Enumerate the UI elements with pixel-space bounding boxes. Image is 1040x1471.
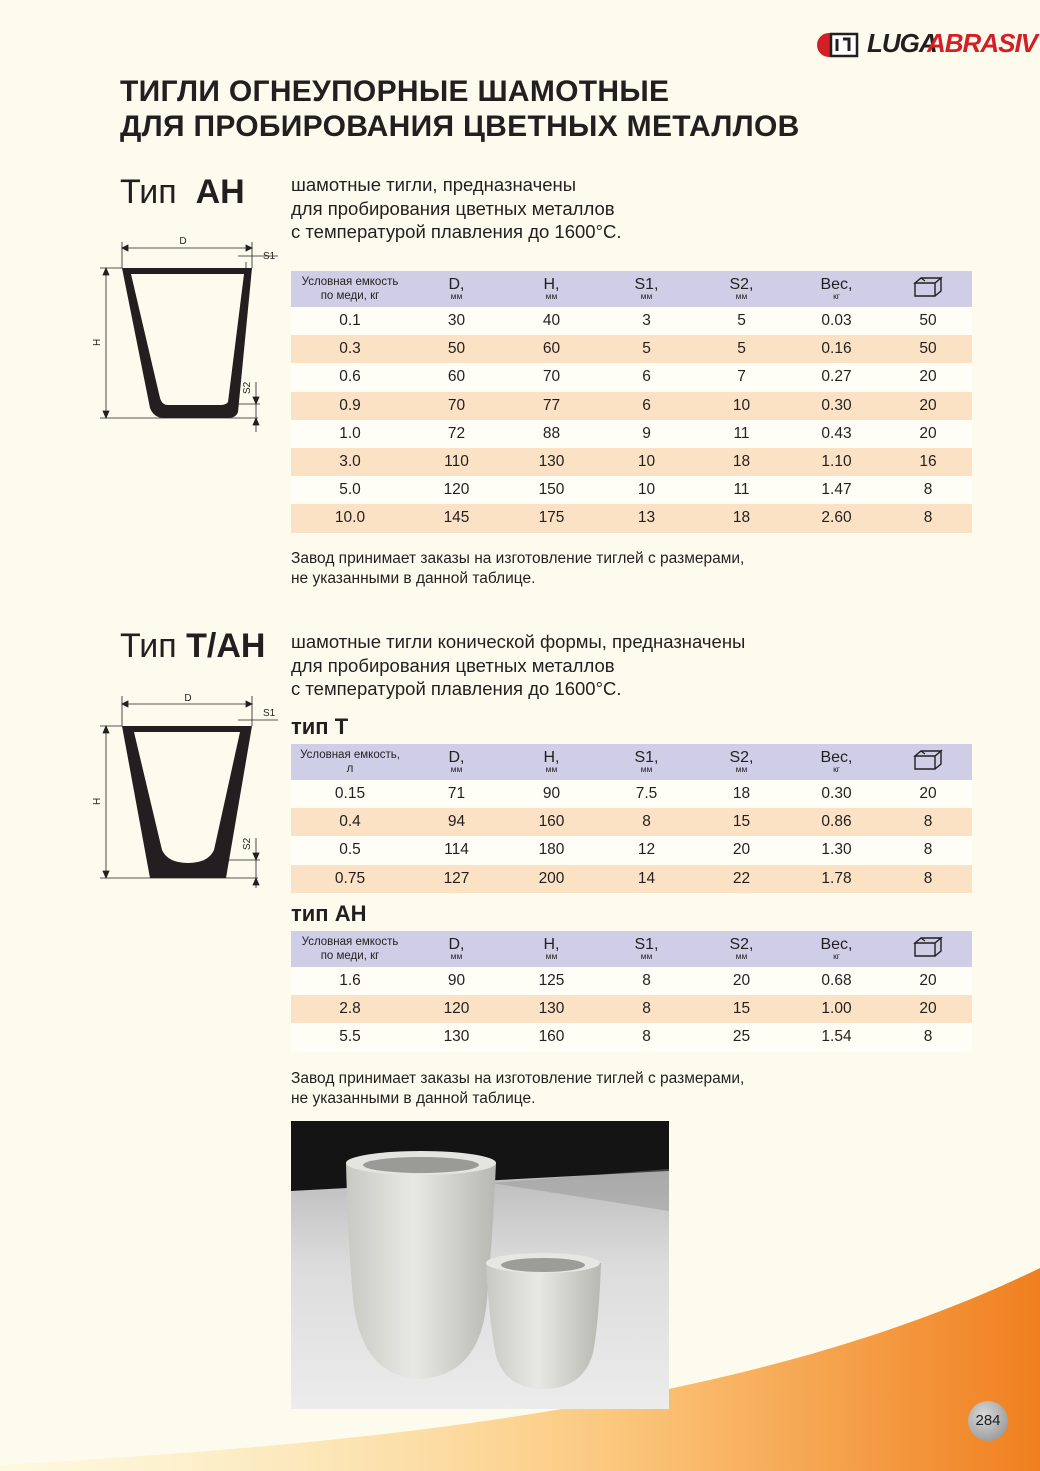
table-cell: 70 bbox=[504, 363, 599, 391]
note-line: не указанными в данной таблице. bbox=[291, 569, 536, 587]
note-line: не указанными в данной таблице. bbox=[291, 1089, 536, 1107]
table-cell: 0.03 bbox=[789, 307, 884, 335]
table-cell: 72 bbox=[409, 420, 504, 448]
table-cell: 15 bbox=[694, 808, 789, 836]
table-cell: 71 bbox=[409, 780, 504, 808]
table-cell: 70 bbox=[409, 392, 504, 420]
table-cell: 20 bbox=[884, 363, 972, 391]
table-cell: 11 bbox=[694, 420, 789, 448]
table-cell: 0.30 bbox=[789, 780, 884, 808]
table-cell: 15 bbox=[694, 995, 789, 1023]
table-cell: 20 bbox=[884, 995, 972, 1023]
spec-table-an bbox=[291, 271, 972, 533]
table-cell: 0.68 bbox=[789, 967, 884, 995]
table-cell: 14 bbox=[599, 865, 694, 893]
table-cell: 0.30 bbox=[789, 392, 884, 420]
crucibles-photo bbox=[291, 1121, 669, 1409]
table-cell: 88 bbox=[504, 420, 599, 448]
page-title bbox=[120, 74, 800, 144]
type-prefix: Тип bbox=[120, 627, 177, 665]
diagram-label-s2: S2 bbox=[242, 381, 253, 394]
table-cell: 12 bbox=[599, 836, 694, 864]
diagram-label-s1: S1 bbox=[263, 251, 276, 262]
table-cell: 110 bbox=[409, 448, 504, 476]
section1-type-heading bbox=[120, 172, 245, 212]
table-cell: 10 bbox=[599, 476, 694, 504]
table-cell: 90 bbox=[409, 967, 504, 995]
table-cell: 20 bbox=[884, 420, 972, 448]
table-cell: 10 bbox=[694, 392, 789, 420]
header-h: H, мм bbox=[504, 744, 599, 780]
box-icon bbox=[913, 276, 943, 298]
table-cell: 1.10 bbox=[789, 448, 884, 476]
table-cell: 16 bbox=[884, 448, 972, 476]
table-cell: 6 bbox=[599, 392, 694, 420]
table-cell: 0.4 bbox=[291, 808, 409, 836]
table-cell: 8 bbox=[884, 808, 972, 836]
table-cell: 20 bbox=[884, 780, 972, 808]
table-cell: 3.0 bbox=[291, 448, 409, 476]
table-cell: 22 bbox=[694, 865, 789, 893]
table-cell: 7 bbox=[694, 363, 789, 391]
box-icon bbox=[913, 749, 943, 771]
table-cell: 60 bbox=[409, 363, 504, 391]
table-cell: 180 bbox=[504, 836, 599, 864]
header-h: H, мм bbox=[504, 931, 599, 967]
table-cell: 50 bbox=[409, 335, 504, 363]
table-cell: 3 bbox=[599, 307, 694, 335]
table-row bbox=[291, 865, 972, 893]
diagram-label-h: H bbox=[92, 338, 103, 346]
table-cell: 1.78 bbox=[789, 865, 884, 893]
table-cell: 1.30 bbox=[789, 836, 884, 864]
table-cell: 5 bbox=[694, 307, 789, 335]
table-row bbox=[291, 780, 972, 808]
table-cell: 1.6 bbox=[291, 967, 409, 995]
header-s1: S1, мм bbox=[599, 931, 694, 967]
type-code: Т/АН bbox=[186, 627, 266, 665]
table-row bbox=[291, 504, 972, 532]
table-cell: 18 bbox=[694, 504, 789, 532]
table-cell: 0.43 bbox=[789, 420, 884, 448]
header-weight: Вес, кг bbox=[789, 744, 884, 780]
desc-line: с температурой плавления до 1600°С. bbox=[291, 221, 622, 242]
table-cell: 8 bbox=[599, 967, 694, 995]
table-cell: 20 bbox=[694, 967, 789, 995]
table-cell: 20 bbox=[884, 392, 972, 420]
crucible-an-diagram bbox=[88, 232, 283, 437]
table-cell: 160 bbox=[504, 808, 599, 836]
table-cell: 13 bbox=[599, 504, 694, 532]
header-s2: S2, мм bbox=[694, 744, 789, 780]
section1-note bbox=[291, 549, 744, 588]
section2-type-heading bbox=[120, 626, 265, 666]
table-cell: 0.5 bbox=[291, 836, 409, 864]
table-cell: 127 bbox=[409, 865, 504, 893]
table-cell: 130 bbox=[504, 995, 599, 1023]
table-cell: 8 bbox=[884, 1023, 972, 1051]
table-cell: 0.75 bbox=[291, 865, 409, 893]
table-cell: 60 bbox=[504, 335, 599, 363]
table-cell: 1.00 bbox=[789, 995, 884, 1023]
table-cell: 130 bbox=[409, 1023, 504, 1051]
header-pack bbox=[884, 931, 972, 967]
table-cell: 0.3 bbox=[291, 335, 409, 363]
header-d: D, мм bbox=[409, 931, 504, 967]
crucible-t-an-diagram bbox=[88, 688, 283, 893]
table-cell: 8 bbox=[884, 504, 972, 532]
section2-description bbox=[291, 630, 745, 701]
table-row bbox=[291, 307, 972, 335]
table-cell: 2.60 bbox=[789, 504, 884, 532]
table-cell: 145 bbox=[409, 504, 504, 532]
table-cell: 18 bbox=[694, 780, 789, 808]
desc-line: с температурой плавления до 1600°С. bbox=[291, 678, 622, 699]
table-cell: 30 bbox=[409, 307, 504, 335]
diagram-label-d: D bbox=[184, 693, 192, 704]
table-cell: 2.8 bbox=[291, 995, 409, 1023]
table-cell: 120 bbox=[409, 476, 504, 504]
desc-line: для пробирования цветных металлов bbox=[291, 197, 615, 219]
diagram-label-s2: S2 bbox=[242, 837, 253, 850]
desc-line: шамотные тигли конической формы, предназначены bbox=[291, 631, 746, 652]
table-cell: 0.9 bbox=[291, 392, 409, 420]
table-cell: 8 bbox=[599, 995, 694, 1023]
header-weight: Вес, кг bbox=[789, 931, 884, 967]
header-d: D, мм bbox=[409, 271, 504, 307]
table-cell: 0.86 bbox=[789, 808, 884, 836]
header-s2: S2, мм bbox=[694, 271, 789, 307]
table-cell: 114 bbox=[409, 836, 504, 864]
table-cell: 8 bbox=[884, 836, 972, 864]
spec-table-t bbox=[291, 744, 972, 893]
table-cell: 50 bbox=[884, 335, 972, 363]
table-cell: 130 bbox=[504, 448, 599, 476]
table-cell: 0.15 bbox=[291, 780, 409, 808]
table-cell: 1.47 bbox=[789, 476, 884, 504]
table-cell: 0.1 bbox=[291, 307, 409, 335]
table-cell: 8 bbox=[599, 808, 694, 836]
table-cell: 50 bbox=[884, 307, 972, 335]
section1-description bbox=[291, 173, 622, 244]
header-h: H, мм bbox=[504, 271, 599, 307]
table-cell: 94 bbox=[409, 808, 504, 836]
header-pack bbox=[884, 744, 972, 780]
table-row bbox=[291, 420, 972, 448]
table-cell: 0.27 bbox=[789, 363, 884, 391]
table-cell: 5.5 bbox=[291, 1023, 409, 1051]
table-cell: 90 bbox=[504, 780, 599, 808]
table-cell: 7.5 bbox=[599, 780, 694, 808]
table-cell: 6 bbox=[599, 363, 694, 391]
logo-name-right: ABRASIV bbox=[927, 28, 1038, 58]
table-row bbox=[291, 335, 972, 363]
table-row bbox=[291, 967, 972, 995]
table-cell: 0.6 bbox=[291, 363, 409, 391]
header-s1: S1, мм bbox=[599, 271, 694, 307]
table-cell: 1.54 bbox=[789, 1023, 884, 1051]
table-cell: 5 bbox=[694, 335, 789, 363]
header-s2: S2, мм bbox=[694, 931, 789, 967]
header-capacity: Условная емкость по меди, кг bbox=[291, 931, 409, 967]
table-cell: 11 bbox=[694, 476, 789, 504]
header-capacity: Условная емкость по меди, кг bbox=[291, 271, 409, 307]
header-weight: Вес, кг bbox=[789, 271, 884, 307]
type-code: АН bbox=[195, 173, 245, 211]
section2-note bbox=[291, 1069, 744, 1108]
subtable-t-heading: тип Т bbox=[291, 714, 349, 739]
spec-table-an-2 bbox=[291, 931, 972, 1052]
table-cell: 20 bbox=[694, 836, 789, 864]
table-row bbox=[291, 363, 972, 391]
diagram-label-s1: S1 bbox=[263, 708, 276, 719]
table-cell: 20 bbox=[884, 967, 972, 995]
desc-line: для пробирования цветных металлов bbox=[291, 654, 615, 676]
subtable-an-heading: тип АН bbox=[291, 901, 367, 926]
note-line: Завод принимает заказы на изготовление тиглей с размерами, bbox=[291, 1070, 745, 1087]
table-cell: 1.0 bbox=[291, 420, 409, 448]
type-prefix: Тип bbox=[120, 173, 177, 211]
table-cell: 0.16 bbox=[789, 335, 884, 363]
table-cell: 40 bbox=[504, 307, 599, 335]
table-cell: 150 bbox=[504, 476, 599, 504]
diagram-label-d: D bbox=[179, 236, 187, 247]
brand-logo bbox=[815, 26, 1038, 62]
table-cell: 8 bbox=[599, 1023, 694, 1051]
page-number: 284 bbox=[968, 1401, 1008, 1441]
table-cell: 9 bbox=[599, 420, 694, 448]
table-cell: 8 bbox=[884, 865, 972, 893]
table-row bbox=[291, 392, 972, 420]
table-cell: 10.0 bbox=[291, 504, 409, 532]
table-cell: 125 bbox=[504, 967, 599, 995]
table-row bbox=[291, 808, 972, 836]
table-cell: 160 bbox=[504, 1023, 599, 1051]
box-icon bbox=[913, 936, 943, 958]
desc-line: шамотные тигли, предназначены bbox=[291, 174, 577, 195]
table-cell: 120 bbox=[409, 995, 504, 1023]
header-pack bbox=[884, 271, 972, 307]
table-cell: 5.0 bbox=[291, 476, 409, 504]
table-cell: 25 bbox=[694, 1023, 789, 1051]
header-capacity: Условная емкость, л bbox=[291, 744, 409, 780]
table-cell: 5 bbox=[599, 335, 694, 363]
title-line-2: ДЛЯ ПРОБИРОВАНИЯ ЦВЕТНЫХ МЕТАЛЛОВ bbox=[120, 110, 800, 143]
logo-emblem-icon bbox=[815, 30, 863, 60]
note-line: Завод принимает заказы на изготовление тиглей с размерами, bbox=[291, 550, 745, 567]
title-line-1: ТИГЛИ ОГНЕУПОРНЫЕ ШАМОТНЫЕ bbox=[120, 75, 670, 108]
header-s1: S1, мм bbox=[599, 744, 694, 780]
table-row bbox=[291, 995, 972, 1023]
table-row bbox=[291, 476, 972, 504]
table-cell: 200 bbox=[504, 865, 599, 893]
header-d: D, мм bbox=[409, 744, 504, 780]
diagram-label-h: H bbox=[92, 797, 103, 805]
table-row bbox=[291, 448, 972, 476]
table-cell: 8 bbox=[884, 476, 972, 504]
table-cell: 77 bbox=[504, 392, 599, 420]
table-row bbox=[291, 836, 972, 864]
table-cell: 18 bbox=[694, 448, 789, 476]
logo-name-left: LUGA bbox=[867, 28, 937, 58]
table-row bbox=[291, 1023, 972, 1051]
table-cell: 10 bbox=[599, 448, 694, 476]
table-cell: 175 bbox=[504, 504, 599, 532]
